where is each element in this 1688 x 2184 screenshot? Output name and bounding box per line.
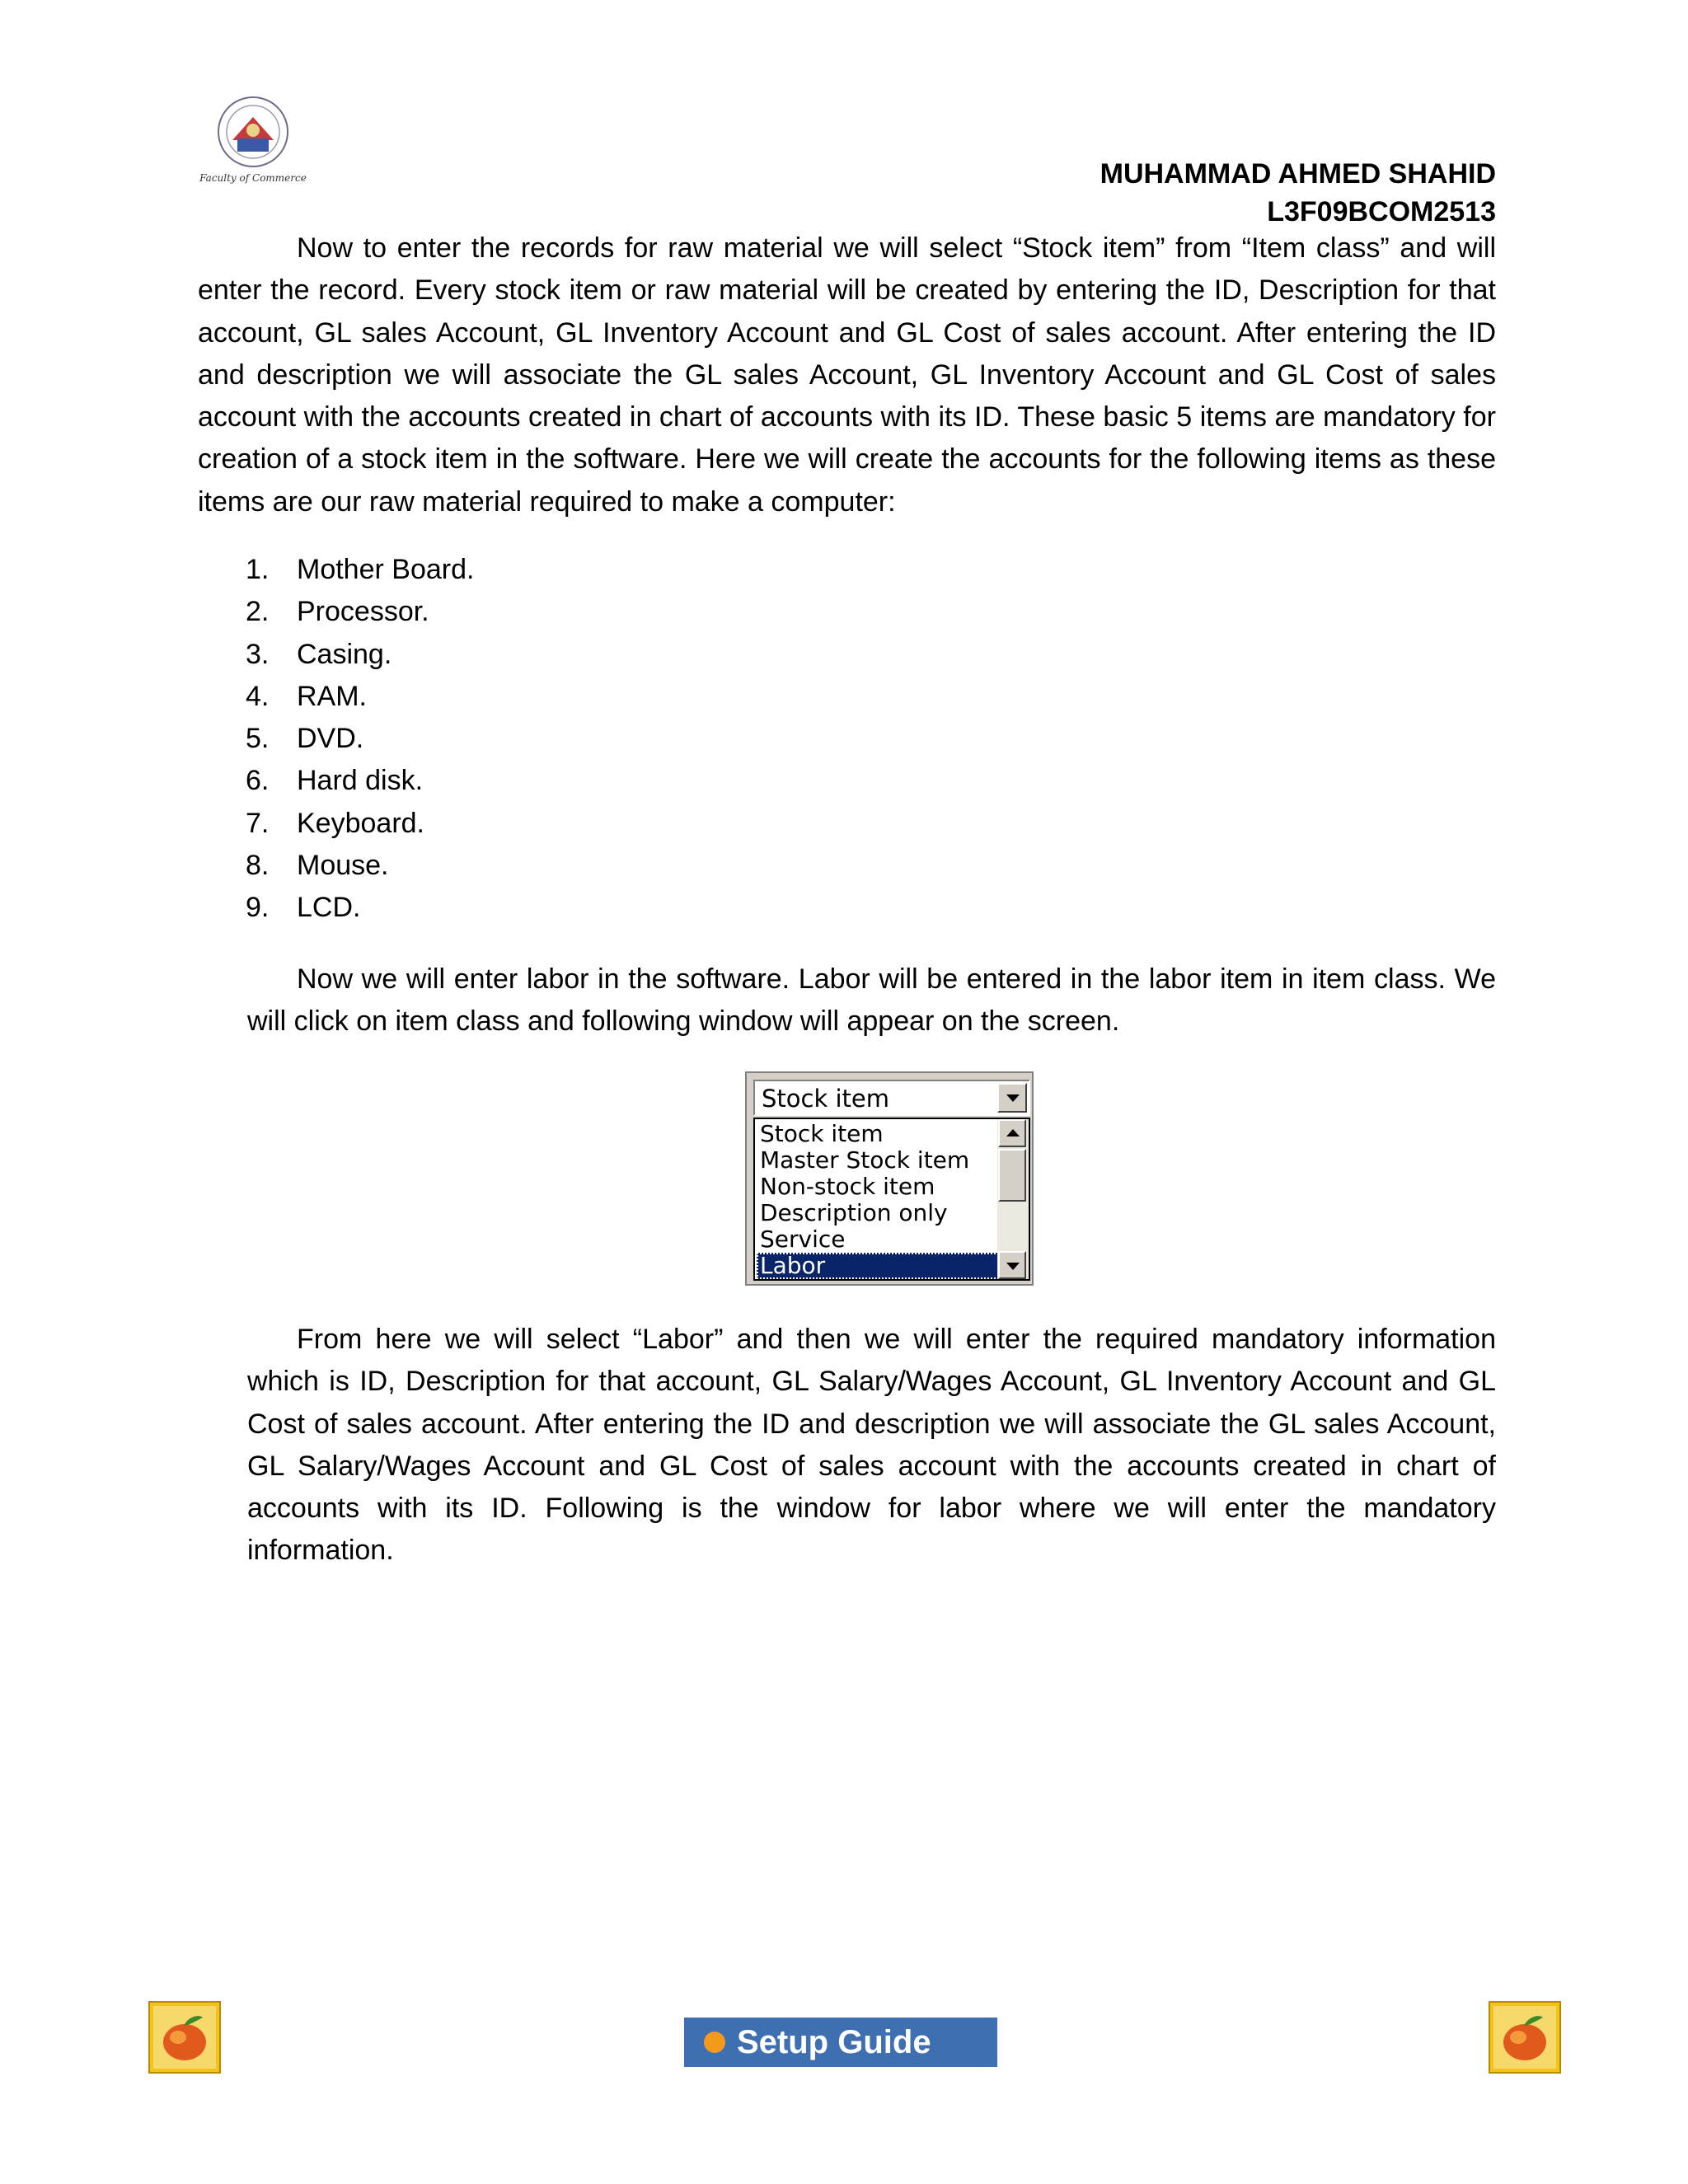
list-item: 2. Processor. <box>246 596 429 628</box>
mango-icon <box>148 2001 221 2074</box>
author-header <box>1100 155 1496 231</box>
author-id: L3F09BCOM2513 <box>1267 196 1496 227</box>
author-name: MUHAMMAD AHMED SHAHID <box>1100 158 1496 190</box>
item-class-dropdown <box>745 1071 1034 1286</box>
raw-material-list <box>246 549 474 930</box>
mango-icon <box>1489 2001 1561 2074</box>
option-service[interactable]: Service <box>760 1226 846 1253</box>
list-item: 1. Mother Board. <box>246 554 475 585</box>
paragraph-3-text: From here we will select “Labor” and then we will enter the required mandatory information which is ID, Description for that account, GL Salary/Wages Account, GL Inventory Account and GL Cost of sales account. After entering the ID and description we will associate the GL sales Account, GL Salary/Wages Account and GL Cost of sales account with the accounts created in chart of accounts with its ID. Following is the window for labor where we will enter the mandatory information. <box>247 1324 1496 1567</box>
option-stock-item[interactable]: Stock item <box>760 1120 884 1147</box>
list-item: 9. LCD. <box>246 892 361 924</box>
scroll-down-button[interactable] <box>998 1251 1026 1279</box>
university-seal-icon <box>190 92 317 190</box>
list-item: 5. DVD. <box>246 723 364 755</box>
option-description-only[interactable]: Description only <box>760 1199 948 1226</box>
list-scrollbar[interactable] <box>997 1119 1029 1279</box>
item-class-options <box>753 1118 1030 1281</box>
setup-guide-label: Setup Guide <box>737 2023 931 2060</box>
arrow-down-icon <box>1006 1263 1020 1270</box>
arrow-up-icon <box>1006 1129 1020 1137</box>
paragraph-raw-material <box>198 227 1496 523</box>
paragraph-labor-details <box>247 1319 1496 1572</box>
scroll-up-button[interactable] <box>998 1119 1026 1147</box>
paragraph-1-text: Now to enter the records for raw material we will select “Stock item” from “Item class” and will enter the record. Every stock item or raw material will be created by entering the ID, Description for that account, GL sales Account, GL Inventory Account and GL Cost of sales account. After entering the ID and description we will associate the GL sales Account, GL Inventory Account and GL Cost of sales account with the accounts created in chart of accounts with its ID. These basic 5 items are mandatory for creation of a stock item in the software. Here we will create the accounts for the following items as these items are our raw material required to make a computer: <box>198 232 1496 518</box>
paragraph-2-text: Now we will enter labor in the software. Labor will be entered in the labor item in item class. We will click on item class and following window will appear on the screen. <box>247 963 1496 1038</box>
scrollbar-thumb[interactable] <box>998 1149 1026 1202</box>
logo-caption: Faculty of Commerce <box>199 172 307 184</box>
bullet-dot-icon <box>704 2032 725 2053</box>
list-item: 4. RAM. <box>246 680 367 712</box>
chevron-down-icon <box>1006 1094 1020 1102</box>
paragraph-labor-intro <box>247 958 1496 1043</box>
option-labor[interactable]: Labor <box>757 1253 999 1279</box>
list-item: 3. Casing. <box>246 638 392 670</box>
list-item: 6. Hard disk. <box>246 765 424 797</box>
selected-value: Stock item <box>762 1085 889 1113</box>
dropdown-button[interactable] <box>997 1083 1027 1113</box>
option-non-stock-item[interactable]: Non-stock item <box>760 1173 935 1200</box>
item-class-select[interactable] <box>753 1080 1030 1116</box>
option-master-stock-item[interactable]: Master Stock item <box>760 1146 970 1174</box>
list-item: 8. Mouse. <box>246 850 389 882</box>
list-item: 7. Keyboard. <box>246 807 424 839</box>
setup-guide-button[interactable] <box>684 2018 997 2067</box>
